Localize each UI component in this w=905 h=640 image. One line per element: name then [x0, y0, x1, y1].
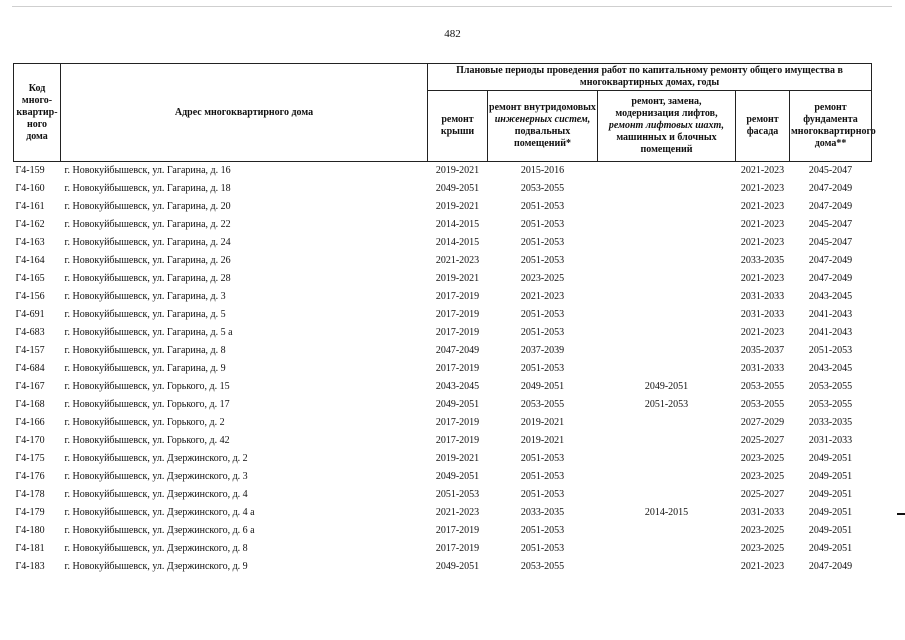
header-periods: Плановые периоды проведения работ по капитальному ремонту общего имущества в многоквартирных домах, годы: [428, 64, 872, 91]
cell-engineering: 2051-2053: [520, 327, 565, 338]
cell-code: Г4-161: [15, 201, 45, 212]
cell-code: Г4-183: [15, 561, 45, 572]
cell-facade: 2021-2023: [740, 201, 785, 212]
cell-engineering: 2053-2055: [520, 183, 565, 194]
table-row: [14, 162, 872, 181]
cell-engineering: 2051-2053: [520, 525, 565, 536]
cell-lifts: 2049-2051: [644, 381, 689, 392]
cell-lifts: [598, 342, 736, 360]
cell-address: г. Новокуйбышевск, ул. Горького, д. 15: [64, 381, 230, 392]
table-body: [14, 162, 872, 577]
header-facade: ремонт фасада: [736, 91, 790, 162]
cell-code: Г4-164: [15, 255, 45, 266]
cell-facade: 2021-2023: [740, 327, 785, 338]
cell-lifts: [598, 540, 736, 558]
cell-address: г. Новокуйбышевск, ул. Дзержинского, д. 2: [64, 453, 248, 464]
cell-facade: 2053-2055: [740, 399, 785, 410]
header-lifts-pre: ремонт, замена, модернизация лифтов,: [615, 96, 718, 119]
cell-code: Г4-180: [15, 525, 45, 536]
cell-address: г. Новокуйбышевск, ул. Гагарина, д. 22: [64, 219, 231, 230]
cell-facade: 2021-2023: [740, 561, 785, 572]
cell-facade: 2031-2033: [740, 363, 785, 374]
cell-roof: 2049-2051: [435, 561, 480, 572]
cell-address: г. Новокуйбышевск, ул. Дзержинского, д. 4 а: [64, 507, 255, 518]
cell-facade: 2031-2033: [740, 507, 785, 518]
cell-foundation: 2047-2049: [808, 201, 853, 212]
cell-engineering: 2051-2053: [520, 219, 565, 230]
cell-lifts: [598, 288, 736, 306]
cell-address: г. Новокуйбышевск, ул. Гагарина, д. 8: [64, 345, 226, 356]
cell-engineering: 2019-2021: [520, 435, 565, 446]
cell-code: Г4-163: [15, 237, 45, 248]
header-engineering-pre: ремонт внутридомовых: [489, 102, 596, 113]
cell-address: г. Новокуйбышевск, ул. Дзержинского, д. 6 а: [64, 525, 255, 536]
cell-roof: 2049-2051: [435, 399, 480, 410]
cell-address: г. Новокуйбышевск, ул. Горького, д. 2: [64, 417, 225, 428]
cell-code: Г4-165: [15, 273, 45, 284]
cell-facade: 2053-2055: [740, 381, 785, 392]
header-engineering-italic: инженерных систем,: [494, 114, 591, 125]
cell-lifts: [598, 432, 736, 450]
cell-lifts: 2051-2053: [644, 399, 689, 410]
cell-facade: 2031-2033: [740, 291, 785, 302]
cell-facade: 2031-2033: [740, 309, 785, 320]
cell-code: Г4-160: [15, 183, 45, 194]
cell-facade: 2023-2025: [740, 543, 785, 554]
cell-foundation: 2047-2049: [808, 183, 853, 194]
cell-address: г. Новокуйбышевск, ул. Гагарина, д. 5: [64, 309, 226, 320]
cell-code: Г4-166: [15, 417, 45, 428]
cell-facade: 2023-2025: [740, 453, 785, 464]
cell-foundation: 2041-2043: [808, 327, 853, 338]
cell-foundation: 2031-2033: [808, 435, 853, 446]
table-row: [14, 468, 872, 486]
cell-engineering: 2051-2053: [520, 363, 565, 374]
cell-roof: 2017-2019: [435, 363, 480, 374]
cell-engineering: 2019-2021: [520, 417, 565, 428]
cell-engineering: 2051-2053: [520, 201, 565, 212]
cell-foundation: 2049-2051: [808, 507, 853, 518]
header-engineering-post: подвальных помещений*: [514, 126, 571, 149]
cell-lifts: [598, 414, 736, 432]
cell-code: Г4-156: [15, 291, 45, 302]
cell-code: Г4-170: [15, 435, 45, 446]
cell-lifts: [598, 324, 736, 342]
cell-foundation: 2043-2045: [808, 291, 853, 302]
cell-foundation: 2047-2049: [808, 273, 853, 284]
cell-facade: 2023-2025: [740, 471, 785, 482]
cell-address: г. Новокуйбышевск, ул. Гагарина, д. 5 а: [64, 327, 233, 338]
table-row: [14, 504, 872, 522]
cell-code: Г4-178: [15, 489, 45, 500]
table-row: [14, 306, 872, 324]
header-lifts-post: машинных и блочных помещений: [616, 132, 717, 155]
cell-address: г. Новокуйбышевск, ул. Дзержинского, д. 8: [64, 543, 248, 554]
table-row: [14, 378, 872, 396]
cell-lifts: [598, 450, 736, 468]
cell-roof: 2019-2021: [435, 273, 480, 284]
cell-facade: 2025-2027: [740, 489, 785, 500]
cell-lifts: [598, 198, 736, 216]
cell-engineering: 2033-2035: [520, 507, 565, 518]
cell-foundation: 2049-2051: [808, 453, 853, 464]
cell-engineering: 2037-2039: [520, 345, 565, 356]
cell-foundation: 2045-2047: [808, 237, 853, 248]
cell-code: Г4-175: [15, 453, 45, 464]
cell-engineering: 2051-2053: [520, 309, 565, 320]
cell-engineering: 2023-2025: [520, 273, 565, 284]
cell-engineering: 2053-2055: [520, 399, 565, 410]
capital-repair-table-wrapper: [13, 63, 876, 576]
table-row: [14, 234, 872, 252]
table-row: [14, 558, 872, 576]
cell-lifts: [598, 306, 736, 324]
cell-engineering: 2021-2023: [520, 291, 565, 302]
header-roof: ремонт крыши: [428, 91, 488, 162]
cell-lifts: [598, 558, 736, 576]
cell-address: г. Новокуйбышевск, ул. Дзержинского, д. 4: [64, 489, 248, 500]
cell-engineering: 2051-2053: [520, 543, 565, 554]
margin-mark: [897, 513, 905, 515]
cell-address: г. Новокуйбышевск, ул. Гагарина, д. 20: [64, 201, 231, 212]
cell-lifts: [598, 360, 736, 378]
cell-code: Г4-179: [15, 507, 45, 518]
header-lifts-italic: ремонт лифтовых шахт,: [608, 120, 725, 131]
table-row: [14, 288, 872, 306]
cell-foundation: 2049-2051: [808, 471, 853, 482]
header-lifts: [598, 91, 736, 162]
cell-roof: 2019-2021: [435, 453, 480, 464]
cell-code: Г4-684: [15, 363, 45, 374]
cell-foundation: 2049-2051: [808, 543, 853, 554]
table-row: [14, 414, 872, 432]
cell-address: г. Новокуйбышевск, ул. Гагарина, д. 16: [64, 165, 231, 176]
cell-roof: 2049-2051: [435, 471, 480, 482]
cell-roof: 2014-2015: [435, 237, 480, 248]
cell-code: Г4-683: [15, 327, 45, 338]
cell-facade: 2027-2029: [740, 417, 785, 428]
cell-address: г. Новокуйбышевск, ул. Гагарина, д. 24: [64, 237, 231, 248]
cell-engineering: 2015-2016: [520, 165, 565, 176]
table-row: [14, 360, 872, 378]
header-engineering: [488, 91, 598, 162]
cell-lifts: [598, 270, 736, 288]
cell-roof: 2047-2049: [435, 345, 480, 356]
cell-engineering: 2051-2053: [520, 255, 565, 266]
cell-engineering: 2051-2053: [520, 237, 565, 248]
table-row: [14, 198, 872, 216]
cell-roof: 2021-2023: [435, 255, 480, 266]
cell-foundation: 2047-2049: [808, 561, 853, 572]
cell-foundation: 2041-2043: [808, 309, 853, 320]
cell-address: г. Новокуйбышевск, ул. Дзержинского, д. 9: [64, 561, 248, 572]
cell-address: г. Новокуйбышевск, ул. Гагарина, д. 26: [64, 255, 231, 266]
cell-code: Г4-176: [15, 471, 45, 482]
cell-roof: 2017-2019: [435, 435, 480, 446]
cell-foundation: 2051-2053: [808, 345, 853, 356]
cell-roof: 2017-2019: [435, 525, 480, 536]
top-rule: [12, 6, 892, 7]
cell-lifts: [598, 216, 736, 234]
table-row: [14, 486, 872, 504]
cell-code: Г4-162: [15, 219, 45, 230]
cell-lifts: [598, 180, 736, 198]
cell-roof: 2019-2021: [435, 165, 480, 176]
cell-code: Г4-691: [15, 309, 45, 320]
cell-foundation: 2033-2035: [808, 417, 853, 428]
cell-roof: 2017-2019: [435, 543, 480, 554]
cell-facade: 2021-2023: [740, 237, 785, 248]
table-row: [14, 270, 872, 288]
table-row: [14, 540, 872, 558]
cell-address: г. Новокуйбышевск, ул. Гагарина, д. 9: [64, 363, 226, 374]
cell-code: Г4-181: [15, 543, 45, 554]
cell-engineering: 2051-2053: [520, 471, 565, 482]
cell-facade: 2021-2023: [740, 183, 785, 194]
table-row: [14, 450, 872, 468]
cell-roof: 2014-2015: [435, 219, 480, 230]
cell-address: г. Новокуйбышевск, ул. Гагарина, д. 28: [64, 273, 231, 284]
cell-facade: 2021-2023: [740, 273, 785, 284]
table-row: [14, 252, 872, 270]
page-number: 482: [444, 28, 461, 40]
cell-lifts: [598, 522, 736, 540]
cell-roof: 2043-2045: [435, 381, 480, 392]
table-row: [14, 216, 872, 234]
cell-facade: 2033-2035: [740, 255, 785, 266]
cell-lifts: 2014-2015: [644, 507, 689, 518]
cell-engineering: 2051-2053: [520, 453, 565, 464]
table-row: [14, 324, 872, 342]
cell-roof: 2019-2021: [435, 201, 480, 212]
cell-foundation: 2045-2047: [808, 165, 853, 176]
cell-facade: 2023-2025: [740, 525, 785, 536]
cell-foundation: 2053-2055: [808, 399, 853, 410]
cell-roof: 2021-2023: [435, 507, 480, 518]
cell-foundation: 2043-2045: [808, 363, 853, 374]
cell-address: г. Новокуйбышевск, ул. Гагарина, д. 18: [64, 183, 231, 194]
cell-foundation: 2045-2047: [808, 219, 853, 230]
table-row: [14, 342, 872, 360]
cell-roof: 2017-2019: [435, 291, 480, 302]
cell-code: Г4-167: [15, 381, 45, 392]
table-header: [14, 64, 876, 162]
cell-facade: 2025-2027: [740, 435, 785, 446]
cell-roof: 2049-2051: [435, 183, 480, 194]
cell-foundation: 2049-2051: [808, 525, 853, 536]
table-row: [14, 432, 872, 450]
header-address: Адрес многоквартирного дома: [61, 64, 428, 162]
table-row: [14, 396, 872, 414]
cell-lifts: [598, 234, 736, 252]
cell-lifts: [598, 252, 736, 270]
cell-facade: 2021-2023: [740, 219, 785, 230]
cell-foundation: 2053-2055: [808, 381, 853, 392]
table-row: [14, 522, 872, 540]
cell-code: Г4-157: [15, 345, 45, 356]
cell-engineering: 2049-2051: [520, 381, 565, 392]
cell-roof: 2051-2053: [435, 489, 480, 500]
cell-lifts: [598, 468, 736, 486]
cell-roof: 2017-2019: [435, 327, 480, 338]
cell-facade: 2035-2037: [740, 345, 785, 356]
cell-facade: 2021-2023: [740, 165, 785, 176]
cell-foundation: 2047-2049: [808, 255, 853, 266]
cell-code: Г4-168: [15, 399, 45, 410]
cell-lifts: [598, 162, 736, 181]
cell-roof: 2017-2019: [435, 417, 480, 428]
cell-engineering: 2053-2055: [520, 561, 565, 572]
cell-engineering: 2051-2053: [520, 489, 565, 500]
capital-repair-table: [13, 63, 876, 576]
cell-lifts: [598, 486, 736, 504]
cell-address: г. Новокуйбышевск, ул. Горького, д. 42: [64, 435, 230, 446]
cell-address: г. Новокуйбышевск, ул. Горького, д. 17: [64, 399, 230, 410]
cell-roof: 2017-2019: [435, 309, 480, 320]
cell-address: г. Новокуйбышевск, ул. Гагарина, д. 3: [64, 291, 226, 302]
header-foundation: ремонт фундамента многоквартирного дома**: [790, 91, 872, 162]
cell-foundation: 2049-2051: [808, 489, 853, 500]
cell-code: Г4-159: [15, 165, 45, 176]
cell-address: г. Новокуйбышевск, ул. Дзержинского, д. 3: [64, 471, 248, 482]
header-code: Код много-квартир-ного дома: [14, 64, 61, 162]
table-row: [14, 180, 872, 198]
